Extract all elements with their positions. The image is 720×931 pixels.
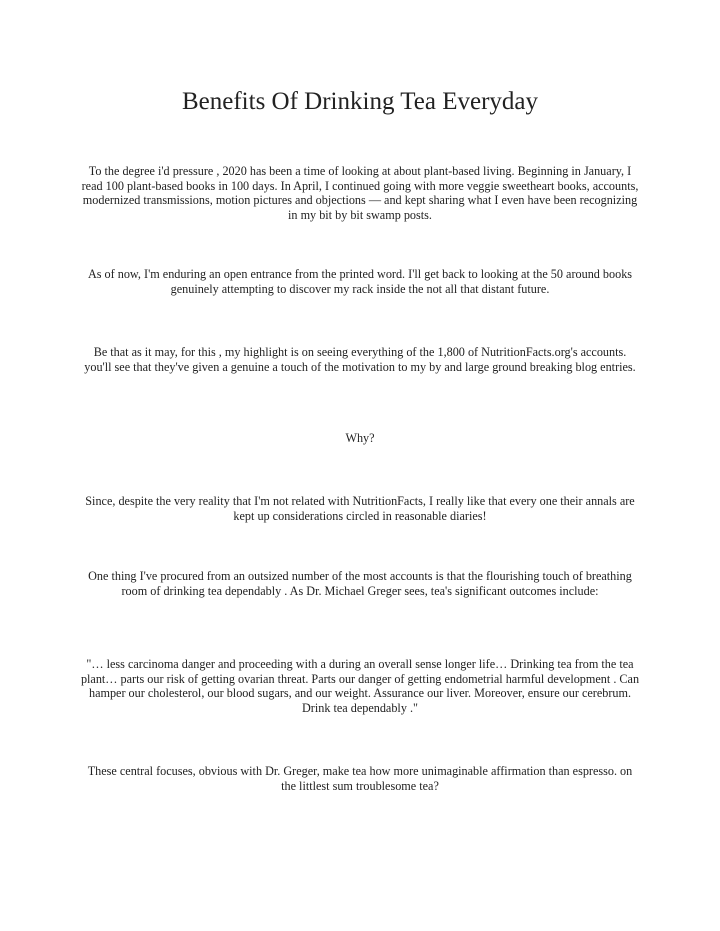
paragraph-nutritionfacts: Be that as it may, for this , my highlight is on seeing everything of the 1,800 of NutritionFacts.org's accounts. you'll see that they've given a genuine a touch of the motivation to my by and large ground breaking blog entries. xyxy=(84,345,636,374)
paragraph-why: Why? xyxy=(345,431,375,445)
page-title: Benefits Of Drinking Tea Everyday xyxy=(181,88,539,115)
paragraph-greger-quote: "… less carcinoma danger and proceeding with a during an overall sense longer life… Drinking tea from the tea plant… parts our risk of getting ovarian threat. Parts our danger of getting endometrial harmful development . Can hamper our cholesterol, our blood sugars, and our weight. Assurance our liver. Moreover, ensure our cerebrum. Drink tea dependably ." xyxy=(80,657,640,715)
paragraph-printed-word: As of now, I'm enduring an open entrance from the printed word. I'll get back to looking at the 50 around books genuinely attempting to discover my rack inside the not all that distant future. xyxy=(87,267,633,296)
paragraph-tea-benefits-intro: One thing I've procured from an outsized number of the most accounts is that the flourishing touch of breathing room of drinking tea dependably . As Dr. Michael Greger sees, tea's significant outcomes include: xyxy=(88,569,632,598)
paragraph-conclusion: These central focuses, obvious with Dr. Greger, make tea how more unimaginable affirmation than espresso. on the littlest sum troublesome tea? xyxy=(87,764,633,793)
paragraph-reason: Since, despite the very reality that I'm not related with NutritionFacts, I really like that every one their annals are kept up considerations circled in reasonable diaries! xyxy=(85,494,635,523)
paragraph-intro: To the degree i'd pressure , 2020 has been a time of looking at about plant-based living. Beginning in January, I read 100 plant-based books in 100 days. In April, I continued going with more veggie sweetheart books, accounts, modernized transmissions, motion pictures and objections — and kept sharing what I even have been recognizing in my bit by bit swamp posts. xyxy=(81,164,639,222)
